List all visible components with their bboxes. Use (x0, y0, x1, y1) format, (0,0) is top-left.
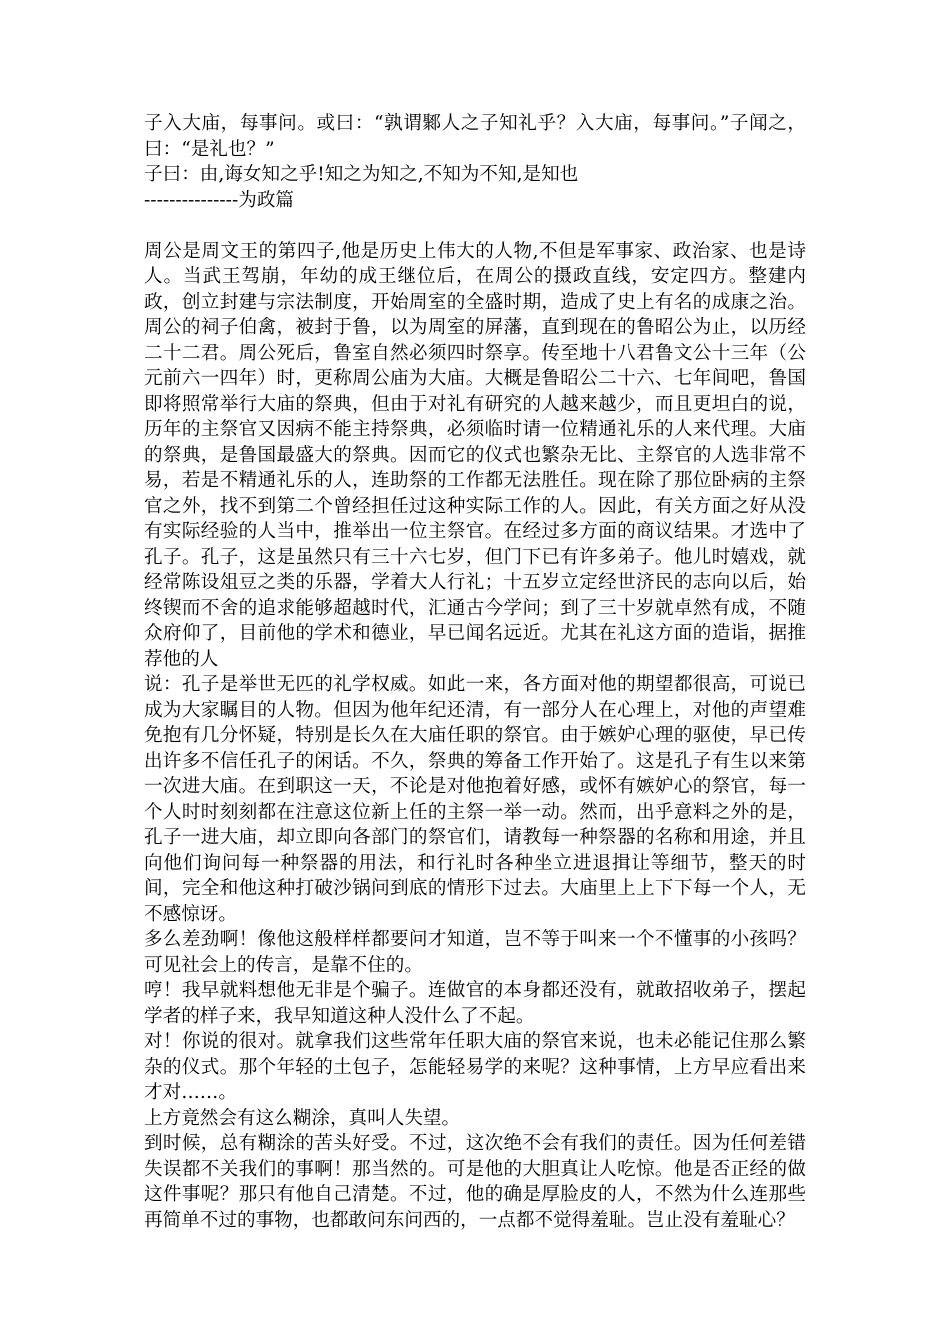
paragraph-narrative-2: 说：孔子是举世无匹的礼学权威。如此一来，各方面对他的期望都很高，可说已成为大家瞩目的人物。但因为他年纪还清，有一部分人在心理上，对他的声望难免抱有几分怀疑，特别是长久在大庙任职的祭官。由于嫉妒心理的驱使，早已传出许多不信任孔子的闲话。不久，祭典的筹备工作开始了。这是孔子有生以来第一次进大庙。在到职这一天，不论是对他抱着好感，或怀有嫉妒心的祭官，每一个人时时刻刻都在注意这位新上任的主祭一举一动。然而，出乎意料之外的是，孔子一进大庙，却立即向各部门的祭官们，请教每一种祭器的名称和用途，并且向他们询问每一种祭器的用法，和行礼时各种坐立进退揖让等细节，整天的时间，完全和他这种打破沙锅问到底的情形下过去。大庙里上上下下每一个人，无不感惊讶。 (144, 674, 806, 925)
paragraph-quote-1: 子入大庙，每事问。或曰：“孰谓鄹人之子知礼乎？入大庙，每事问。”子闻之，曰：“是礼也？” (144, 113, 806, 160)
blank-line (144, 213, 806, 239)
paragraph-dialogue-1: 多么差劲啊！像他这般样样都要问才知道，岂不等于叫来一个不懂事的小孩吗？可见社会上的传言，是靠不住的。 (144, 929, 806, 976)
document-body (144, 111, 806, 1233)
paragraph-dialogue-3: 对！你说的很对。就拿我们这些常年任职大庙的祭官来说，也未必能记住那么繁杂的仪式。那个年轻的土包子，怎能轻易学的来呢？这种事情，上方早应看出来才对……。 (144, 1031, 806, 1103)
paragraph-quote-2: 子曰：由,诲女知之乎!知之为知之,不知为不知,是知也 (144, 164, 579, 185)
paragraph-dialogue-2: 哼！我早就料想他无非是个骗子。连做官的本身都还没有，就敢招收弟子，摆起学者的样子来，我早知道这种人没什么了不起。 (144, 980, 806, 1027)
paragraph-dialogue-5: 到时候，总有糊涂的苦头好受。不过，这次绝不会有我们的责任。因为任何差错失误都不关我们的事啊！那当然的。可是他的大胆真让人吃惊。他是否正经的做这件事呢？那只有他自己清楚。不过，他的确是厚脸皮的人，不然为什么连那些再简单不过的事物，也都敢问东问西的，一点都不觉得羞耻。岂止没有羞耻心？ (144, 1133, 806, 1231)
paragraph-source: ---------------为政篇 (144, 189, 295, 211)
paragraph-narrative-1: 周公是周文王的第四子,他是历史上伟大的人物,不但是军事家、政治家、也是诗人。当武王驾崩，年幼的成王继位后，在周公的摄政直线，安定四方。整建内政，创立封建与宗法制度，开始周室的全盛时期，造成了史上有名的成康之治。周公的祠子伯禽，被封于鲁，以为周室的屏藩，直到现在的鲁昭公为止，以历经二十二君。周公死后，鲁室自然必须四时祭享。传至地十八君鲁文公十三年（公元前六一四年）时，更称周公庙为大庙。大概是鲁昭公二十六、七年间吧，鲁国即将照常举行大庙的祭典，但由于对礼有研究的人越来越少，而且更坦白的说，历年的主祭官又因病不能主持祭典，必须临时请一位精通礼乐的人来代理。大庙的祭典，是鲁国最盛大的祭典。因而它的仪式也繁杂无比、主祭官的人选非常不易，若是不精通礼乐的人，连助祭的工作都无法胜任。现在除了那位卧病的主祭官之外，找不到第二个曾经担任过这种实际工作的人。因此，有关方面之好从没有实际经验的人当中，推举出一位主祭官。在经过多方面的商议结果。才选中了孔子。孔子，这是虽然只有三十六七岁，但门下已有许多弟子。他儿时嬉戏，就经常陈设俎豆之类的乐器，学着大人行礼；十五岁立定经世济民的志向以后，始终锲而不舍的追求能够超越时代，汇通古今学问；到了三十岁就卓然有成，不随众府仰了，目前他的学术和德业，早已闻名远近。尤其在礼这方面的造诣，据推荐他的人 (144, 240, 806, 670)
paragraph-dialogue-4: 上方竟然会有这么糊涂，真叫人失望。 (144, 1107, 461, 1129)
